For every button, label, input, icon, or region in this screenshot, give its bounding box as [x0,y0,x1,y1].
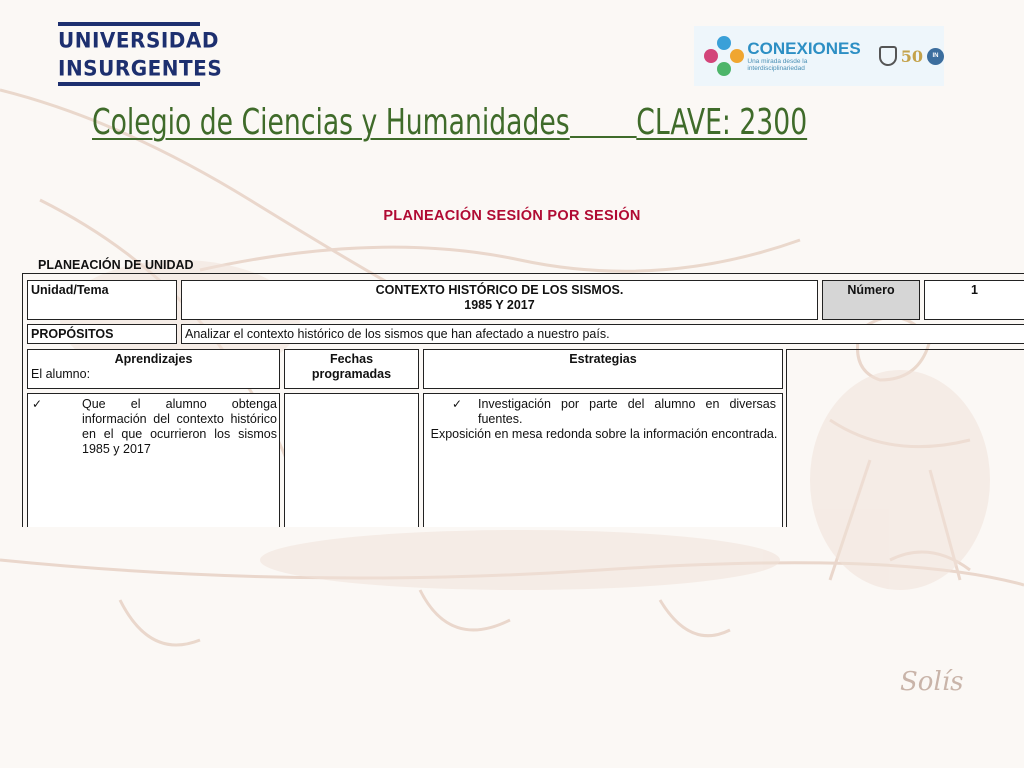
checkmark-icon: ✓ [32,397,43,411]
estrategia-item [450,397,776,427]
aprendizaje-item [32,397,277,457]
conexiones-subtitle: Una mirada desde la interdisciplinariedad [747,58,808,72]
unidad-label-cell [27,280,177,320]
aprendizajes-header: Aprendizajes [114,352,193,366]
fechas-header-line2: programadas [311,367,392,381]
checkmark-icon: ✓ [452,397,463,411]
numero-label-cell [822,280,920,320]
fechas-content-cell [284,393,419,527]
conexiones-title: CONEXIONES [747,39,861,58]
estrategia-extra: Exposición en mesa redonda sobre la información encontrada. [430,427,778,441]
conexiones-logo [694,26,944,86]
college-name: Colegio de Ciencias y Humanidades [92,102,570,143]
fechas-header-line1: Fechas [329,352,374,366]
estrategias-content-cell [423,393,783,527]
tema-line2: 1985 Y 2017 [464,298,535,312]
conexiones-icon [704,36,741,76]
aprendizajes-content-cell [27,393,280,527]
estrategia-text: Investigación por parte del alumno en diversas fuentes. [478,397,776,426]
page-title [92,98,808,148]
round-seal-icon: IN [927,48,944,65]
propositos-label-cell [27,324,177,344]
university-logo [58,22,223,86]
clave-code: CLAVE: 2300 [636,102,808,143]
title-underline-gap [570,98,637,138]
propositos-value: Analizar el contexto histórico de los sismos que han afectado a nuestro país. [185,327,610,341]
unidad-label: Unidad/Tema [31,283,109,297]
fechas-header-cell [284,349,419,389]
propositos-label: PROPÓSITOS [31,327,114,341]
unam-shield-icon [879,46,897,66]
numero-value: 1 [971,283,978,297]
signature: Solís [900,667,964,697]
aprendizajes-subheader: El alumno: [31,367,91,381]
estrategias-header: Estrategias [569,352,637,366]
propositos-value-cell [181,324,1024,344]
estrategias-header-cell [423,349,783,389]
aprendizajes-header-cell [27,349,280,389]
numero-value-cell [924,280,1024,320]
table-right-frame [786,349,1024,527]
university-name-line2: INSURGENTES [58,55,223,81]
aprendizaje-text: Que el alumno obtenga información del contexto histórico en el que ocurrieron los sismos 1985 y 2017 [82,397,277,456]
unit-caption: PLANEACIÓN DE UNIDAD [38,258,194,272]
tema-cell [181,280,818,320]
anniversary-50-badge: 50 [900,46,923,66]
tema-line1: CONTEXTO HISTÓRICO DE LOS SISMOS. [375,283,624,297]
university-name-line1: UNIVERSIDAD [58,27,219,53]
numero-label: Número [847,283,895,297]
section-title: PLANEACIÓN SESIÓN POR SESIÓN [383,208,641,224]
